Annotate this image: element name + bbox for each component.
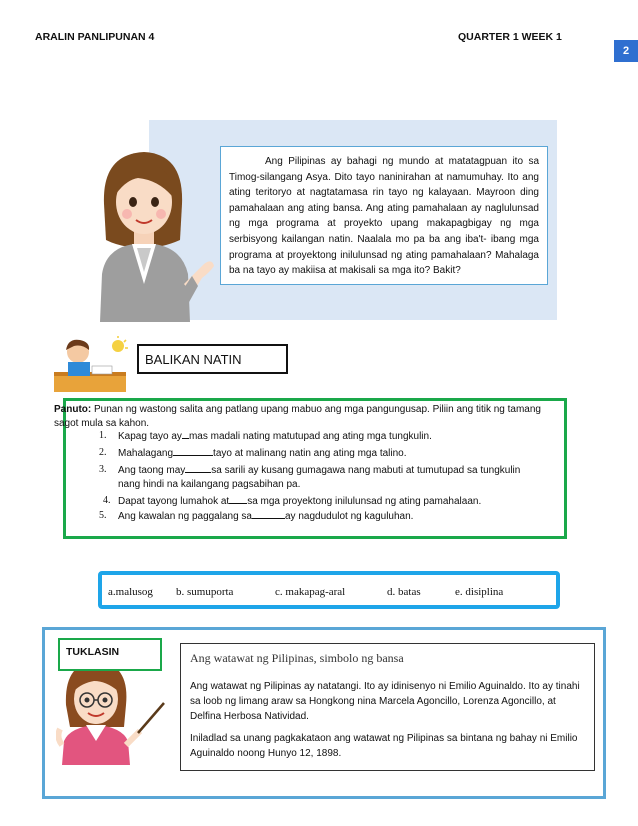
panuto-text: Punan ng wastong salita ang patlang upang mabuo ang mga pangungusap. Piliin ang titik ng tamang sagot mula sa kahon. xyxy=(54,404,541,429)
balikan-natin-title: BALIKAN NATIN xyxy=(137,344,288,374)
choice-e: e. disiplina xyxy=(455,586,504,598)
answer-blank[interactable] xyxy=(185,463,211,473)
story-paragraph-2: Iniladlad sa unang pagkakataon ang watawat ng Pilipinas sa bintana ng bahay ni Emilio Aguinaldo noong Hunyo 12, 1898. xyxy=(190,733,578,759)
answer-blank[interactable] xyxy=(182,429,189,439)
panuto-label: Panuto: xyxy=(54,404,92,415)
intro-text-box xyxy=(220,146,548,285)
question-text-after: mas madali nating matutupad ang ating mga tungkulin. xyxy=(188,431,432,442)
question-text-before: Mahalagang xyxy=(118,448,174,459)
story-paragraph-1: Ang watawat ng Pilipinas ay natatangi. Ito ay idinisenyo ni Emilio Aguinaldo. Ito ay tinahi sa loob ng limang araw sa Hongkong nina Marcela Agoncillo, Lorenza Agoncillo, at Delfina Herbosa Natividad. xyxy=(190,681,580,722)
question-text-before: Ang kawalan ng paggalang sa xyxy=(118,511,252,522)
question-number: 5. xyxy=(99,510,107,521)
teacher-illustration xyxy=(92,144,217,322)
page-number-badge: 2 xyxy=(614,40,638,62)
choice-a: a.malusog xyxy=(108,586,153,598)
answer-blank[interactable] xyxy=(229,494,247,504)
question-number: 2. xyxy=(99,447,107,458)
subject-header: ARALIN PANLIPUNAN 4 xyxy=(35,31,155,43)
choice-d: d. batas xyxy=(387,586,421,598)
question-text-before: Kapag tayo ay xyxy=(118,431,182,442)
question-number: 3. xyxy=(99,464,107,475)
choice-c: c. makapag-aral xyxy=(275,586,346,598)
student-reading-illustration xyxy=(52,336,130,394)
question-text-after: tayo at malinang natin ang ating mga talino. xyxy=(213,448,407,459)
choice-b: b. sumuporta xyxy=(176,586,234,598)
question-text-line2: nang hindi na kailangang pagsabihan pa. xyxy=(118,479,301,490)
intro-paragraph: Ang Pilipinas ay bahagi ng mundo at matatagpuan ito sa Timog-silangang Asya. Dito tayo naninirahan at namumuhay. Ito ang ating teritoryo at nagtatamasa rin tayo ng kalayaan. Mayroon ding pamahalaan ang ating bansa. Ang ating pamahalaan ay naglulunsad ng mga programa at proyekto upang makapagbigay ng mga serbisyong kailangan natin. Naalala mo pa ba ang iba't- ibang mga programa at proyektong inilulunsad ng ating pamahalaan? Mahalaga ba na tayo ay makiisa at makisali sa mga ito? Bakit? xyxy=(229,156,539,277)
question-text-before: Dapat tayong lumahok at xyxy=(118,496,230,507)
quarter-header: QUARTER 1 WEEK 1 xyxy=(458,31,562,43)
question-number: 4. xyxy=(103,495,111,506)
answer-blank[interactable] xyxy=(252,509,285,519)
question-text-after: sa sarili ay kusang gumagawa nang mabuti at tumutupad sa tungkulin xyxy=(211,465,521,476)
tuklasin-title: TUKLASIN xyxy=(58,638,162,671)
question-text-before: Ang taong may xyxy=(118,465,186,476)
question-text-after: sa mga proyektong inilulunsad ng ating pamahalaan. xyxy=(247,496,482,507)
story-title: Ang watawat ng Pilipinas, simbolo ng bansa xyxy=(190,651,404,665)
question-text-after: ay nagdudulot ng kaguluhan. xyxy=(285,511,414,522)
panuto-instruction xyxy=(54,403,564,430)
question-number: 1. xyxy=(99,430,107,441)
answer-blank[interactable] xyxy=(173,446,213,456)
